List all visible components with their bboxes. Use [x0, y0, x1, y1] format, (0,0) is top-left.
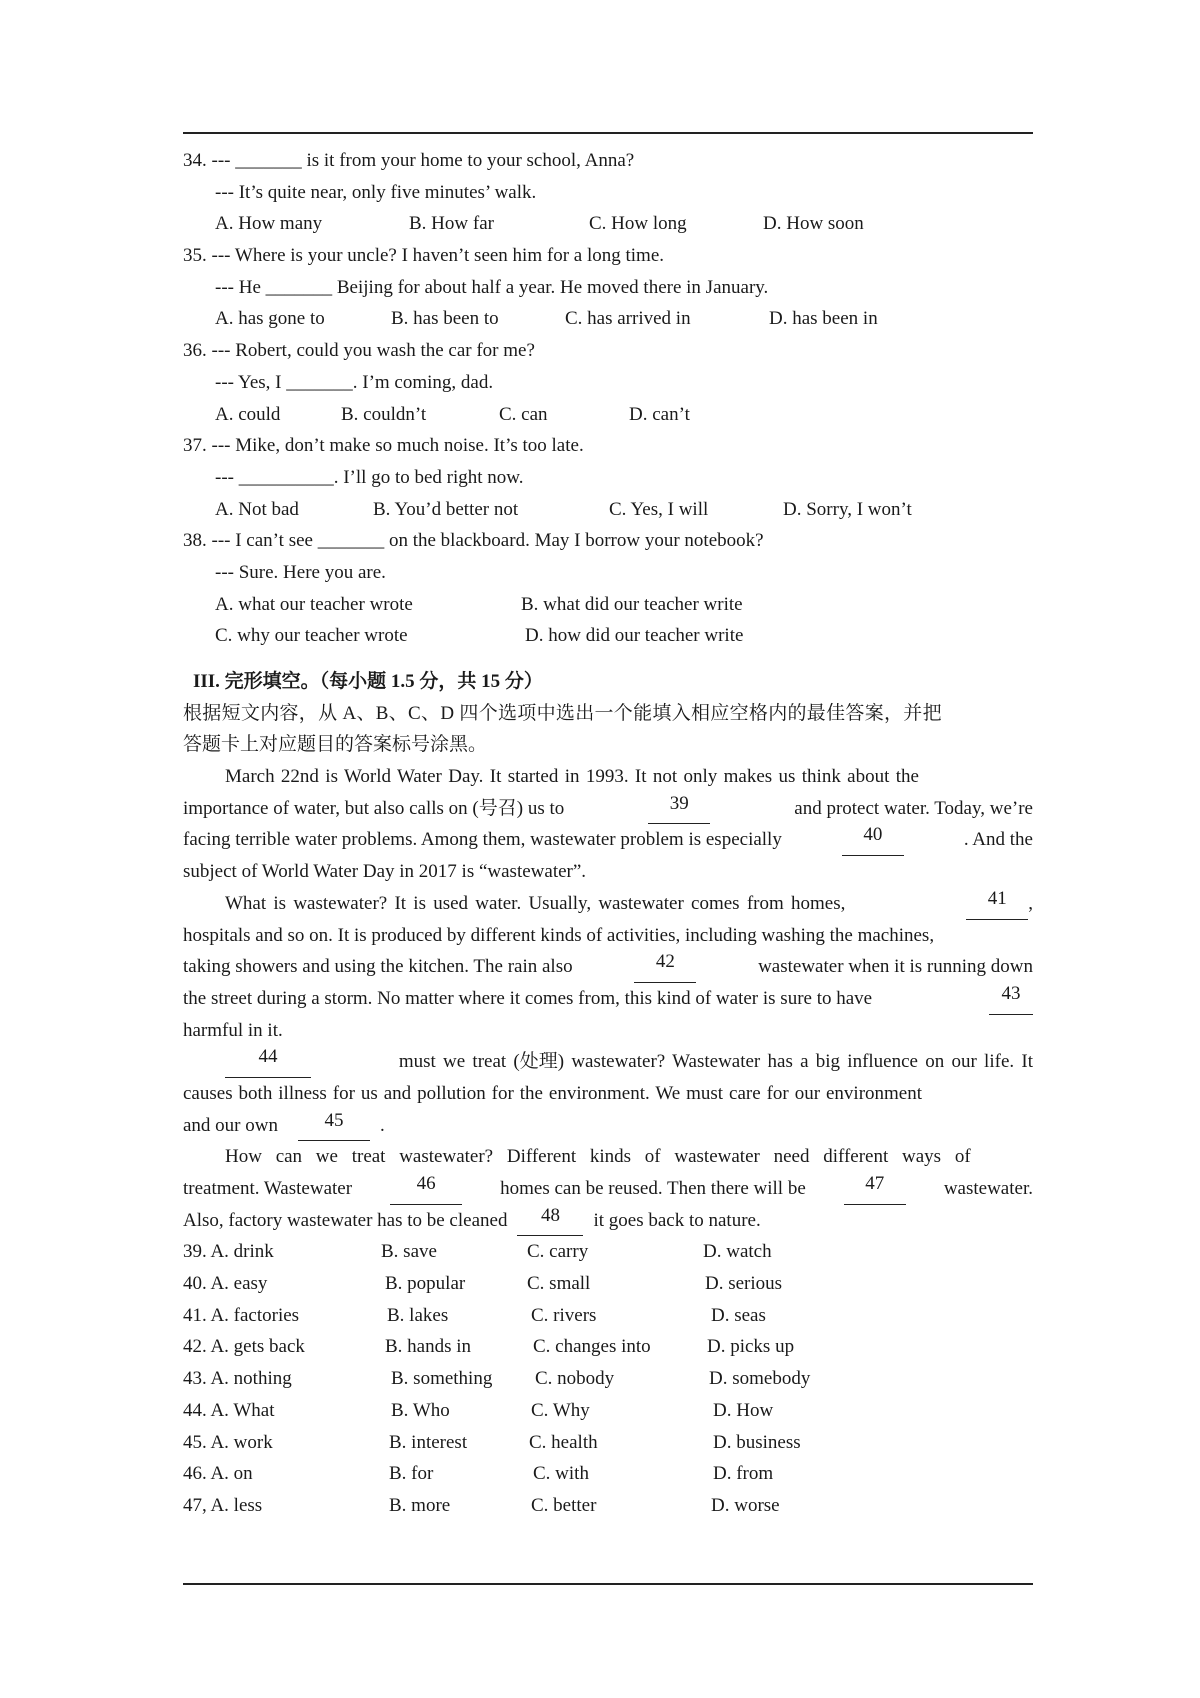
option-row	[183, 303, 1033, 335]
choice-row-42	[183, 1331, 1033, 1363]
choice-d[interactable]: D. How	[713, 1399, 774, 1421]
choice-b[interactable]: B. Who	[391, 1399, 450, 1421]
question-stem: --- Robert, could you wash the car for me?	[211, 340, 535, 362]
choice-row-47	[183, 1490, 1033, 1522]
blank-44[interactable]: 44	[225, 1046, 311, 1078]
choice-c[interactable]: C. changes into	[533, 1336, 651, 1358]
passage-text: hospitals and so on. It is produced by different kinds of activities, including washing the machines,	[183, 924, 935, 946]
question-number: 38.	[183, 530, 207, 552]
question-37	[183, 430, 1033, 525]
choice-a[interactable]: 47, A. less	[183, 1494, 263, 1516]
option-b[interactable]: B. what did our teacher write	[521, 593, 743, 615]
passage-text: .	[379, 1114, 385, 1136]
passage-text: subject of World Water Day in 2017 is “wastewater”.	[183, 861, 587, 883]
choice-c[interactable]: C. with	[533, 1463, 589, 1485]
option-d[interactable]: D. Sorry, I won’t	[783, 498, 912, 520]
choice-d[interactable]: D. worse	[711, 1494, 780, 1516]
option-d[interactable]: D. how did our teacher write	[525, 625, 744, 647]
blank-47[interactable]: 47	[844, 1173, 906, 1205]
blank-45[interactable]: 45	[298, 1110, 370, 1142]
question-response: --- It’s quite near, only five minutes’ walk.	[215, 181, 537, 203]
option-d[interactable]: D. has been in	[769, 308, 878, 330]
question-number: 36.	[183, 340, 207, 362]
option-b[interactable]: B. How far	[409, 213, 494, 235]
question-response: --- Sure. Here you are.	[215, 561, 386, 583]
passage-text: wastewater when it is running down	[758, 956, 1033, 978]
choice-row-39	[183, 1236, 1033, 1268]
question-34	[183, 145, 1033, 240]
cloze-passage	[183, 761, 1033, 1236]
question-38	[183, 525, 1033, 652]
cloze-choices	[183, 1236, 1033, 1521]
option-a[interactable]: A. has gone to	[215, 308, 325, 330]
option-a[interactable]: A. what our teacher wrote	[215, 593, 413, 615]
blank-40[interactable]: 40	[842, 824, 904, 856]
choice-a[interactable]: 44. A. What	[183, 1399, 275, 1421]
question-stem: --- Mike, don’t make so much noise. It’s too late.	[211, 435, 584, 457]
passage-text: importance of water, but also calls on (号召) us to	[183, 797, 565, 819]
choice-c[interactable]: C. Why	[531, 1399, 590, 1421]
passage-text: facing terrible water problems. Among them, wastewater problem is especially	[183, 829, 782, 851]
choice-row-45	[183, 1427, 1033, 1459]
question-stem: --- I can’t see _______ on the blackboard. May I borrow your notebook?	[211, 530, 764, 552]
choice-d[interactable]: D. somebody	[709, 1368, 811, 1390]
choice-a[interactable]: 39. A. drink	[183, 1241, 274, 1263]
choice-b[interactable]: B. hands in	[385, 1336, 472, 1358]
choice-row-46	[183, 1458, 1033, 1490]
option-b[interactable]: B. couldn’t	[341, 403, 427, 425]
option-c[interactable]: C. has arrived in	[565, 308, 691, 330]
blank-42[interactable]: 42	[634, 951, 696, 983]
option-a[interactable]: A. could	[215, 403, 281, 425]
passage-text: How can we treat wastewater? Different kinds of wastewater need different ways of	[225, 1146, 971, 1168]
passage-text: the street during a storm. No matter where it comes from, this kind of water is sure to have	[183, 987, 873, 1009]
option-c[interactable]: C. can	[499, 403, 548, 425]
question-stem: --- Where is your uncle? I haven’t seen him for a long time.	[211, 245, 665, 267]
passage-text: must we treat (处理) wastewater? Wastewater has a big influence on our life. It	[398, 1051, 1033, 1073]
passage-text: taking showers and using the kitchen. The rain also	[183, 956, 573, 978]
choice-d[interactable]: D. serious	[705, 1273, 783, 1295]
passage-text: Also, factory wastewater has to be cleaned	[183, 1209, 508, 1231]
option-a[interactable]: A. How many	[215, 213, 323, 235]
choice-d[interactable]: D. business	[713, 1431, 801, 1453]
choice-b[interactable]: B. something	[391, 1368, 493, 1390]
option-a[interactable]: A. Not bad	[215, 498, 299, 520]
option-row	[183, 589, 1033, 621]
choice-a[interactable]: 42. A. gets back	[183, 1336, 305, 1358]
bottom-rule	[183, 1583, 1033, 1585]
choice-c[interactable]: C. health	[529, 1431, 598, 1453]
blank-43[interactable]: 43	[989, 983, 1033, 1015]
section-instruction: 答题卡上对应题目的答案标号涂黑。	[183, 734, 488, 756]
choice-row-41	[183, 1300, 1033, 1332]
blank-41[interactable]: 41	[966, 888, 1028, 920]
choice-c[interactable]: C. rivers	[531, 1304, 597, 1326]
passage-text: causes both illness for us and pollution for the environment. We must care for our environment	[183, 1082, 923, 1104]
question-response: --- __________. I’ll go to bed right now.	[215, 466, 524, 488]
option-d[interactable]: D. How soon	[763, 213, 864, 235]
choice-b[interactable]: B. lakes	[387, 1304, 449, 1326]
passage-text: and our own	[183, 1114, 278, 1136]
passage-text: it goes back to nature.	[593, 1209, 761, 1231]
blank-48[interactable]: 48	[517, 1205, 583, 1237]
choice-a[interactable]: 41. A. factories	[183, 1304, 300, 1326]
question-number: 35.	[183, 245, 207, 267]
passage-text: ,	[1028, 892, 1033, 914]
section-heading: III. 完形填空。（每小题 1.5 分，共 15 分）	[193, 671, 543, 692]
option-d[interactable]: D. can’t	[629, 403, 690, 425]
choice-row-43	[183, 1363, 1033, 1395]
option-row	[183, 494, 1033, 526]
passage-text: harmful in it.	[183, 1019, 283, 1041]
passage-text: and protect water. Today, we’re	[794, 797, 1033, 819]
choice-a[interactable]: 46. A. on	[183, 1463, 253, 1485]
option-c[interactable]: C. Yes, I will	[609, 498, 709, 520]
passage-text: wastewater.	[943, 1178, 1033, 1199]
choice-b[interactable]: B. popular	[385, 1273, 466, 1295]
question-number: 37.	[183, 435, 207, 457]
choice-b[interactable]: B. for	[389, 1463, 434, 1485]
choice-d[interactable]: D. from	[713, 1463, 774, 1485]
passage-text: March 22nd is World Water Day. It started in 1993. It not only makes us think about the	[225, 766, 919, 788]
option-row	[183, 620, 1033, 652]
option-c[interactable]: C. why our teacher wrote	[215, 625, 408, 647]
choice-row-44	[183, 1395, 1033, 1427]
choice-d[interactable]: D. seas	[711, 1304, 766, 1326]
choice-a[interactable]: 40. A. easy	[183, 1273, 268, 1295]
option-row	[183, 399, 1033, 431]
choice-b[interactable]: B. save	[381, 1241, 437, 1263]
question-response: --- Yes, I _______. I’m coming, dad.	[215, 371, 494, 393]
option-c[interactable]: C. How long	[589, 213, 687, 235]
option-b[interactable]: B. has been to	[391, 308, 499, 330]
choice-b[interactable]: B. more	[389, 1494, 451, 1516]
section-instruction: 根据短文内容，从 A、B、C、D 四个选项中选出一个能填入相应空格内的最佳答案，并把	[183, 702, 942, 724]
question-response: --- He _______ Beijing for about half a year. He moved there in January.	[215, 276, 769, 298]
passage-text: What is wastewater? It is used water. Usually, wastewater comes from homes,	[225, 892, 846, 914]
passage-text: homes can be reused. Then there will be	[500, 1178, 806, 1199]
blank-46[interactable]: 46	[390, 1173, 462, 1205]
question-stem: --- _______ is it from your home to your school, Anna?	[211, 150, 635, 171]
choice-c[interactable]: C. better	[531, 1494, 597, 1516]
question-number: 34.	[183, 150, 207, 171]
choice-c[interactable]: C. small	[527, 1273, 591, 1295]
top-rule	[183, 132, 1033, 134]
blank-39[interactable]: 39	[648, 793, 710, 825]
option-row	[183, 208, 1033, 240]
passage-text: . And the	[963, 829, 1033, 851]
choice-c[interactable]: C. carry	[527, 1241, 589, 1263]
exam-page	[183, 145, 1033, 1522]
choice-d[interactable]: D. picks up	[707, 1336, 795, 1358]
choice-d[interactable]: D. watch	[703, 1241, 772, 1263]
choice-c[interactable]: C. nobody	[535, 1368, 615, 1390]
option-b[interactable]: B. You’d better not	[373, 498, 519, 520]
choice-a[interactable]: 45. A. work	[183, 1431, 273, 1453]
choice-b[interactable]: B. interest	[389, 1431, 468, 1453]
choice-row-40	[183, 1268, 1033, 1300]
question-35	[183, 240, 1033, 335]
choice-a[interactable]: 43. A. nothing	[183, 1368, 292, 1390]
passage-text: treatment. Wastewater	[183, 1178, 353, 1199]
question-36	[183, 335, 1033, 430]
